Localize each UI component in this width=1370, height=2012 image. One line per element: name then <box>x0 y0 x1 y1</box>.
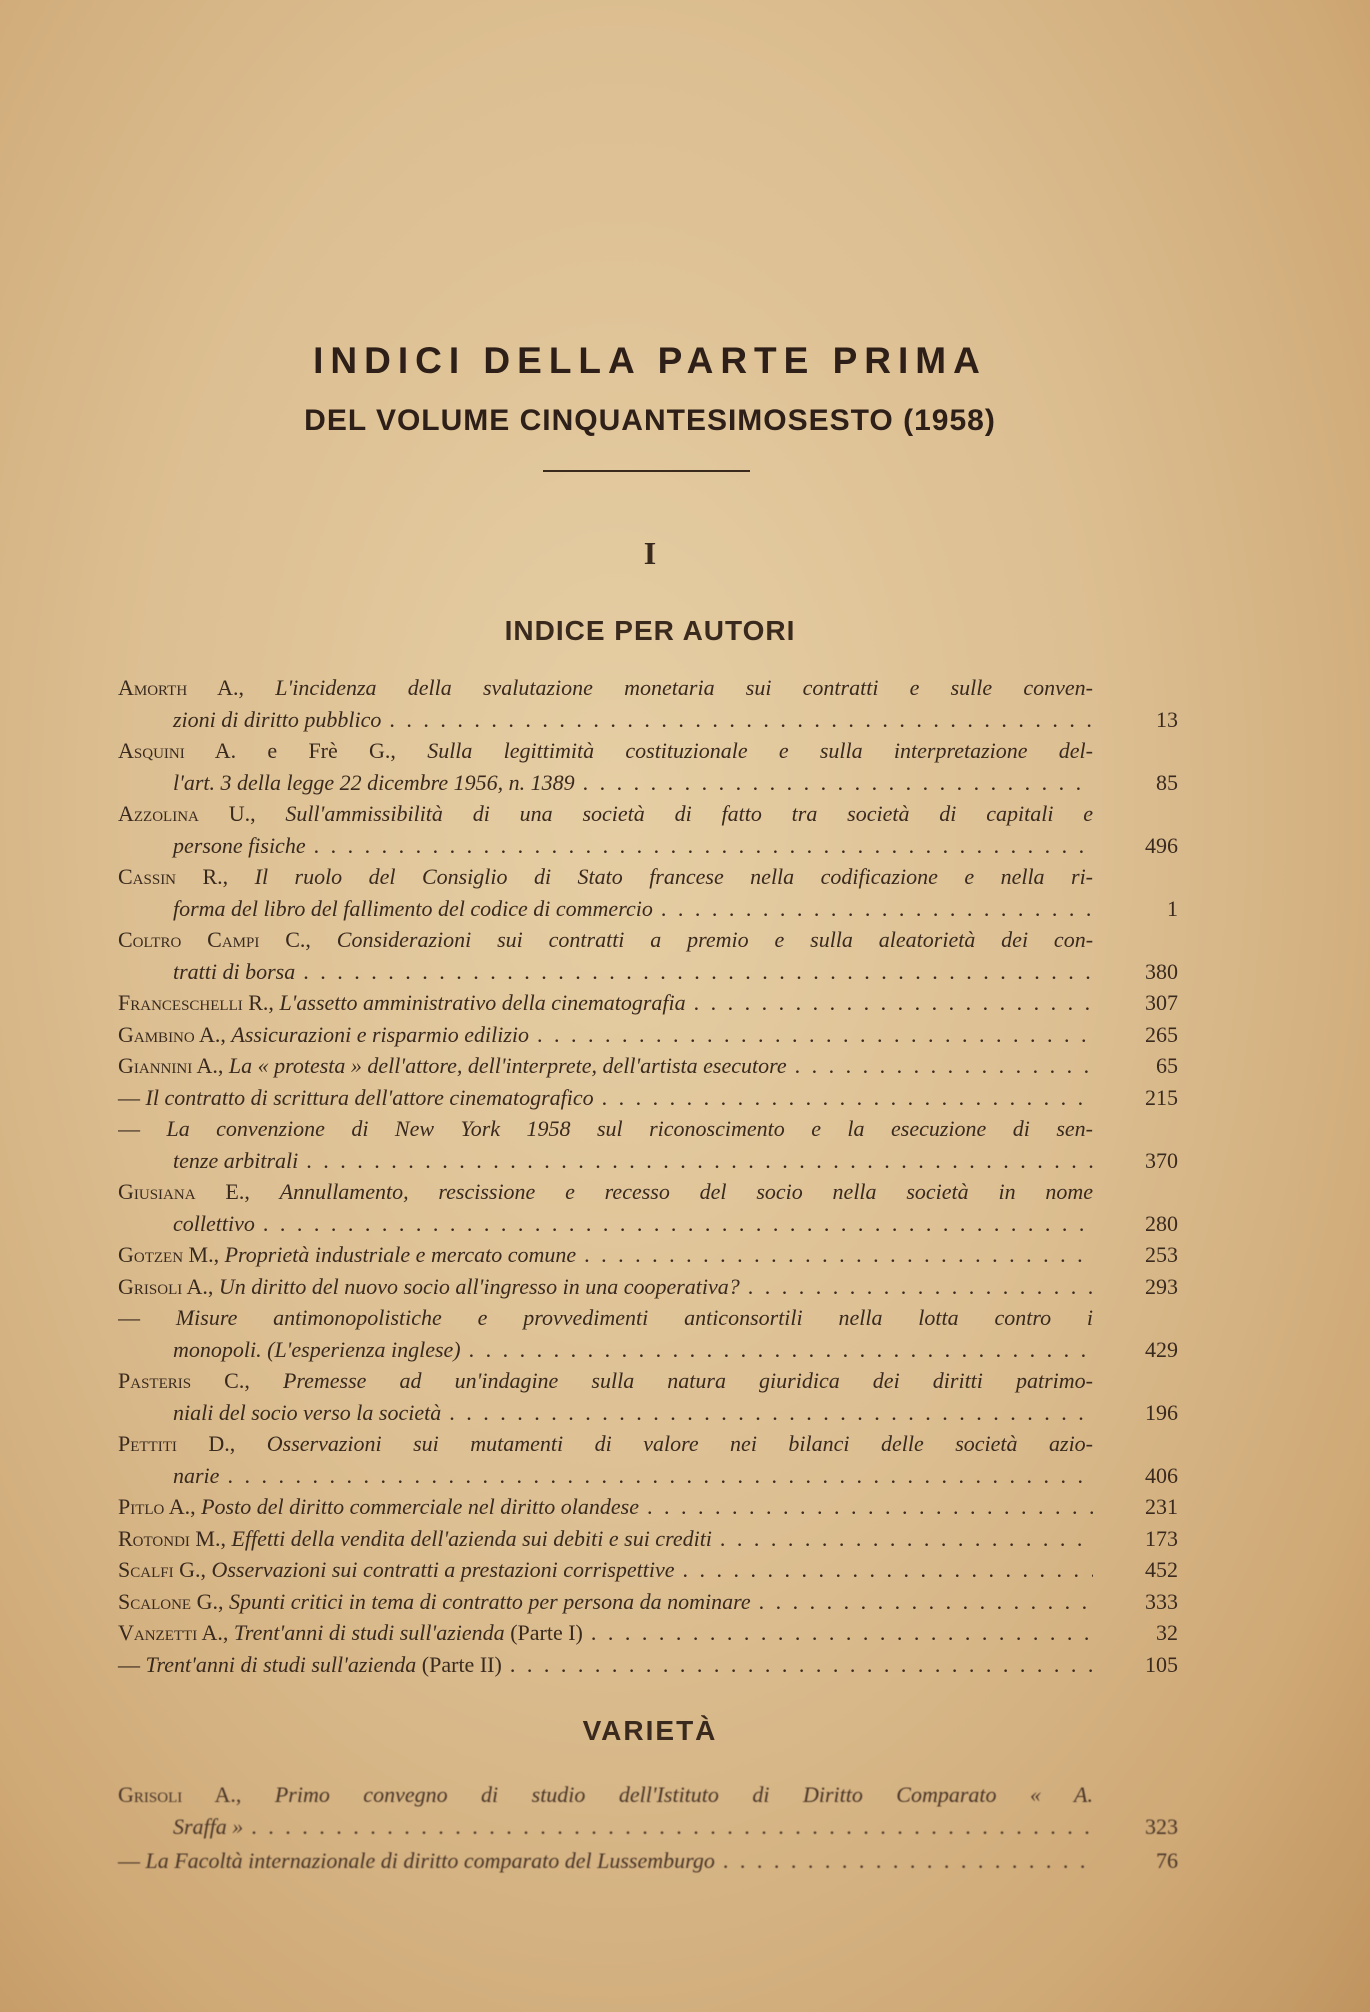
entry-page-number: 215 <box>1145 1084 1178 1110</box>
entry-line <box>118 830 1178 862</box>
entry-line-content <box>118 1305 1093 1330</box>
entry-line-content <box>118 1116 1093 1141</box>
entry-page-number: 76 <box>1156 1847 1178 1873</box>
index-entry <box>118 1050 1178 1082</box>
entry-line <box>118 1844 1178 1878</box>
entry-title-text: collettivo <box>173 1210 255 1236</box>
entry-title-text: Posto del diritto commerciale nel diritto olandese <box>201 1494 639 1519</box>
index-entry <box>118 1239 1178 1271</box>
entry-author: — <box>118 1847 140 1873</box>
dot-leader <box>694 987 1093 1019</box>
entry-line-content <box>118 1491 639 1523</box>
dot-leader <box>510 1649 1093 1681</box>
entry-title-text: Sull'ammissibilità di una società di fatto tra società di capitali e <box>285 801 1093 826</box>
entry-title-text: Assicurazioni e risparmio edilizio <box>231 1021 530 1047</box>
entry-line <box>118 1365 1093 1397</box>
entry-initials: D., <box>208 1431 236 1456</box>
entry-line-content <box>118 1649 502 1681</box>
index-entry <box>118 1844 1178 1878</box>
entry-initials: R., <box>202 864 229 889</box>
index-entry <box>118 1586 1178 1618</box>
author-index-list <box>118 672 1178 1680</box>
dot-leader <box>389 704 1093 736</box>
entry-line-content <box>173 1397 441 1429</box>
index-entry <box>118 1428 1178 1491</box>
section-title: INDICE PER AUTORI <box>504 615 796 646</box>
entry-page-number: 293 <box>1145 1273 1178 1299</box>
entry-author: Grisoli <box>118 1782 183 1807</box>
entry-line-content <box>173 956 295 988</box>
entry-line-content <box>118 864 1093 889</box>
entry-line-content <box>118 927 1093 952</box>
entry-page-number: 65 <box>1156 1053 1178 1078</box>
entry-page-number: 380 <box>1145 958 1178 984</box>
entry-author: Vanzetti <box>118 1620 198 1645</box>
entry-initials: E., <box>225 1179 250 1204</box>
varieta-list <box>118 1778 1178 1878</box>
entry-line-content <box>118 1368 1093 1393</box>
entry-line <box>118 1145 1178 1177</box>
entry-line <box>118 1617 1178 1649</box>
index-entry <box>118 1113 1178 1176</box>
entry-title-text: Misure antimonopolistiche e provvedimenti anticonsortili nella lotta contro i <box>175 1305 1093 1330</box>
entry-line <box>118 798 1093 830</box>
entry-line-content <box>118 675 1093 700</box>
entry-title-text: zioni di diritto pubblico <box>173 706 382 732</box>
index-entry <box>118 987 1178 1019</box>
entry-line <box>118 1302 1093 1334</box>
entry-title-text: La Facoltà internazionale di diritto comparato del Lussemburgo <box>145 1847 715 1873</box>
index-entry <box>118 1082 1178 1114</box>
entry-line-content <box>118 801 1093 826</box>
entry-page-number: 196 <box>1145 1399 1178 1425</box>
entry-author: Rotondi <box>118 1525 190 1551</box>
entry-author: Coltro Campi <box>118 927 260 952</box>
entry-initials: A., <box>199 1021 226 1047</box>
entry-title-text: niali del socio verso la società <box>173 1399 442 1425</box>
dot-leader <box>303 956 1093 988</box>
entry-title-text: Proprietà industriale e mercato comune <box>224 1242 577 1267</box>
entry-line-content <box>173 1810 243 1844</box>
section-number: I <box>643 535 657 571</box>
entry-page-number: 307 <box>1145 990 1178 1015</box>
entry-author: Scalone <box>118 1588 192 1614</box>
entry-line <box>118 767 1178 799</box>
entry-title-text: Sraffa » <box>173 1813 244 1839</box>
entry-line <box>118 1334 1178 1366</box>
entry-line <box>118 1460 1178 1492</box>
entry-page-number: 496 <box>1145 832 1178 858</box>
entry-line-content <box>118 1554 674 1586</box>
entry-title-text: Osservazioni sui contratti a prestazioni corrispettive <box>211 1557 675 1582</box>
entry-author: Gotzen <box>118 1242 184 1267</box>
index-entry <box>118 1523 1178 1555</box>
entry-initials: A., <box>217 675 245 700</box>
page-subtitle: DEL VOLUME CINQUANTESIMOSESTO (1958) <box>304 404 996 437</box>
entry-line-content <box>118 1844 715 1878</box>
entry-initials: A., <box>214 1782 242 1807</box>
entry-line-content <box>173 1334 461 1366</box>
dot-leader <box>227 1460 1093 1492</box>
entry-line <box>118 1586 1178 1618</box>
entry-title-text: Primo convegno di studio dell'Istituto di Diritto Comparato « A. <box>274 1782 1093 1807</box>
entry-line <box>118 1050 1178 1082</box>
entry-title-text: L'assetto amministrativo della cinematografia <box>279 990 686 1015</box>
dot-leader <box>591 1617 1093 1649</box>
entry-initials: M., <box>195 1525 226 1551</box>
entry-title-text: Annullamento, rescissione e recesso del socio nella società in nome <box>279 1179 1093 1204</box>
entry-author: Pasteris <box>118 1368 192 1393</box>
index-entry <box>118 1365 1178 1428</box>
entry-title-text: persone fisiche <box>173 832 306 858</box>
entry-title-text: Sulla legittimità costituzionale e sulla interpretazione del- <box>427 738 1093 763</box>
entry-title-text: La convenzione di New York 1958 sul riconoscimento e la esecuzione di sen- <box>166 1116 1093 1141</box>
dot-leader <box>602 1082 1093 1114</box>
entry-page-number: 406 <box>1145 1462 1178 1488</box>
entry-author: Giannini <box>118 1053 193 1078</box>
entry-author: Scalfi <box>118 1557 174 1582</box>
entry-title-text: l'art. 3 della legge 22 dicembre 1956, n. 1389 <box>173 769 575 795</box>
entry-author: — <box>118 1651 140 1677</box>
entry-title-text: Un diritto del nuovo socio all'ingresso in una cooperativa? <box>218 1273 740 1299</box>
entry-page-number: 85 <box>1156 769 1178 795</box>
entry-initials: M., <box>188 1242 220 1267</box>
entry-title-text: tratti di borsa <box>173 958 296 984</box>
entry-page-number: 333 <box>1145 1588 1178 1614</box>
entry-title-text: Effetti della vendita dell'azienda sui debiti e sui crediti <box>231 1525 712 1551</box>
index-entry <box>118 1491 1178 1523</box>
entry-line-content <box>118 987 686 1019</box>
entry-suffix: (Parte II) <box>421 1651 502 1677</box>
entry-page-number: 105 <box>1145 1651 1178 1677</box>
dot-leader <box>537 1019 1093 1051</box>
entry-author: Asquini <box>118 738 185 763</box>
index-entry <box>118 1554 1178 1586</box>
entry-line-content <box>118 1050 787 1082</box>
entry-author: — <box>118 1116 140 1141</box>
dot-leader <box>306 1145 1093 1177</box>
index-entry <box>118 798 1178 861</box>
entry-page-number: 429 <box>1145 1336 1178 1362</box>
entry-line <box>118 861 1093 893</box>
entry-initials: A., <box>168 1494 196 1519</box>
entry-title-text: narie <box>173 1462 220 1488</box>
dot-leader <box>720 1523 1093 1555</box>
entry-title-text: monopoli. (L'esperienza inglese) <box>173 1336 461 1362</box>
entry-page-number: 265 <box>1145 1021 1178 1047</box>
entry-title-text: forma del libro del fallimento del codice di commercio <box>173 895 653 921</box>
entry-line <box>118 924 1093 956</box>
entry-line-content <box>173 704 381 736</box>
entry-line-content <box>118 1586 751 1618</box>
dot-leader <box>661 893 1093 925</box>
entry-initials: A., <box>186 1273 214 1299</box>
entry-line <box>118 735 1093 767</box>
entry-line <box>118 672 1093 704</box>
entry-title-text: L'incidenza della svalutazione monetaria sui contratti e sulle conven- <box>275 675 1093 700</box>
dot-leader <box>723 1844 1093 1878</box>
entry-line <box>118 1113 1093 1145</box>
entry-line-content <box>118 738 1093 763</box>
title-divider <box>543 470 750 472</box>
entry-initials: C., <box>224 1368 250 1393</box>
entry-initials: A., <box>196 1053 224 1078</box>
entry-title-text: tenze arbitrali <box>173 1147 299 1173</box>
entry-line <box>118 1082 1178 1114</box>
entry-author: — <box>118 1305 140 1330</box>
entry-page-number: 452 <box>1145 1557 1178 1582</box>
entry-author: Gambino <box>118 1021 195 1047</box>
entry-line-content <box>118 1617 583 1649</box>
entry-author: Grisoli <box>118 1273 183 1299</box>
entry-line-content <box>173 893 653 925</box>
index-entry <box>118 1271 1178 1303</box>
entry-title-text: Considerazioni sui contratti a premio e sulla aleatorietà dei con- <box>336 927 1093 952</box>
entry-line-content <box>118 1782 1093 1807</box>
index-entry <box>118 1302 1178 1365</box>
entry-page-number: 323 <box>1145 1813 1178 1839</box>
entry-line-content <box>118 1431 1093 1456</box>
dot-leader <box>469 1334 1093 1366</box>
dot-leader <box>449 1397 1093 1429</box>
dot-leader <box>759 1586 1093 1618</box>
dot-leader <box>584 1239 1093 1271</box>
entry-line <box>118 1176 1093 1208</box>
entry-page-number: 280 <box>1145 1210 1178 1236</box>
entry-line-content <box>173 1145 298 1177</box>
entry-line <box>118 956 1178 988</box>
dot-leader <box>583 767 1093 799</box>
entry-author: Franceschelli <box>118 990 243 1015</box>
entry-author: Pitlo <box>118 1494 165 1519</box>
entry-initials: G., <box>179 1557 206 1582</box>
page-title: INDICI DELLA PARTE PRIMA <box>313 340 987 381</box>
entry-line-content <box>118 1179 1093 1204</box>
entry-line <box>118 1523 1178 1555</box>
entry-title-text: Premesse ad un'indagine sulla natura giuridica dei diritti patrimo- <box>282 1368 1093 1393</box>
entry-line-content <box>173 830 306 862</box>
entry-page-number: 173 <box>1145 1525 1178 1551</box>
index-entry <box>118 1649 1178 1681</box>
dot-leader <box>748 1271 1093 1303</box>
entry-author: Giusiana <box>118 1179 196 1204</box>
index-entry <box>118 1778 1178 1844</box>
entry-title-text: Trent'anni di studi sull'azienda <box>145 1651 417 1677</box>
entry-initials: U., <box>228 801 256 826</box>
entry-line <box>118 1397 1178 1429</box>
entry-line <box>118 1649 1178 1681</box>
entry-page-number: 1 <box>1167 895 1178 921</box>
entry-line-content <box>173 767 575 799</box>
entry-suffix: (Parte I) <box>510 1620 583 1645</box>
entry-author: Amorth <box>118 675 188 700</box>
entry-line <box>118 1554 1178 1586</box>
dot-leader <box>682 1554 1093 1586</box>
entry-line-content <box>118 1523 712 1555</box>
entry-author: Cassin <box>118 864 177 889</box>
entry-line <box>118 1208 1178 1240</box>
dot-leader <box>647 1491 1093 1523</box>
entry-title-text: Osservazioni sui mutamenti di valore nei bilanci delle società azio- <box>266 1431 1093 1456</box>
entry-line-content <box>118 1271 740 1303</box>
entry-title-text: Spunti critici in tema di contratto per persona da nominare <box>228 1588 751 1614</box>
entry-page-number: 370 <box>1145 1147 1178 1173</box>
index-entry <box>118 1176 1178 1239</box>
entry-initials: A., <box>201 1620 229 1645</box>
entry-line-content <box>118 1019 529 1051</box>
dot-leader <box>314 830 1093 862</box>
index-entry <box>118 672 1178 735</box>
dot-leader <box>795 1050 1093 1082</box>
entry-line <box>118 1019 1178 1051</box>
entry-line <box>118 1271 1178 1303</box>
index-entry <box>118 924 1178 987</box>
index-entry <box>118 1617 1178 1649</box>
dot-leader <box>251 1810 1093 1844</box>
entry-line <box>118 1491 1178 1523</box>
entry-line <box>118 987 1178 1019</box>
entry-title-text: La « protesta » dell'attore, dell'interprete, dell'artista esecutore <box>228 1053 787 1078</box>
entry-page-number: 231 <box>1145 1494 1178 1519</box>
entry-initials: G., <box>196 1588 224 1614</box>
entry-line-content <box>173 1208 255 1240</box>
index-entry <box>118 861 1178 924</box>
entry-page-number: 32 <box>1156 1620 1178 1645</box>
entry-line-content <box>118 1239 576 1271</box>
index-entry <box>118 735 1178 798</box>
entry-initials: R., <box>248 990 274 1015</box>
entry-author: Azzolina <box>118 801 199 826</box>
entry-line <box>118 1239 1178 1271</box>
entry-title-text: Il ruolo del Consiglio di Stato francese nella codificazione e nella ri- <box>254 864 1093 889</box>
entry-author: — <box>118 1084 140 1110</box>
entry-line-content <box>118 1082 594 1114</box>
dot-leader <box>263 1208 1093 1240</box>
entry-line <box>118 1810 1178 1844</box>
entry-page-number: 13 <box>1156 706 1178 732</box>
entry-title-text: Il contratto di scrittura dell'attore cinematografico <box>145 1084 594 1110</box>
entry-author: Pettiti <box>118 1431 177 1456</box>
entry-line <box>118 1428 1093 1460</box>
entry-title-text: Trent'anni di studi sull'azienda <box>233 1620 505 1645</box>
entry-initials: A. e Frè G., <box>214 738 396 763</box>
varieta-title: VARIETÀ <box>582 1715 718 1746</box>
entry-line <box>118 1778 1093 1810</box>
index-entry <box>118 1019 1178 1051</box>
entry-line <box>118 704 1178 736</box>
entry-line-content <box>173 1460 219 1492</box>
entry-page-number: 253 <box>1145 1242 1178 1267</box>
entry-line <box>118 893 1178 925</box>
entry-initials: C., <box>285 927 311 952</box>
